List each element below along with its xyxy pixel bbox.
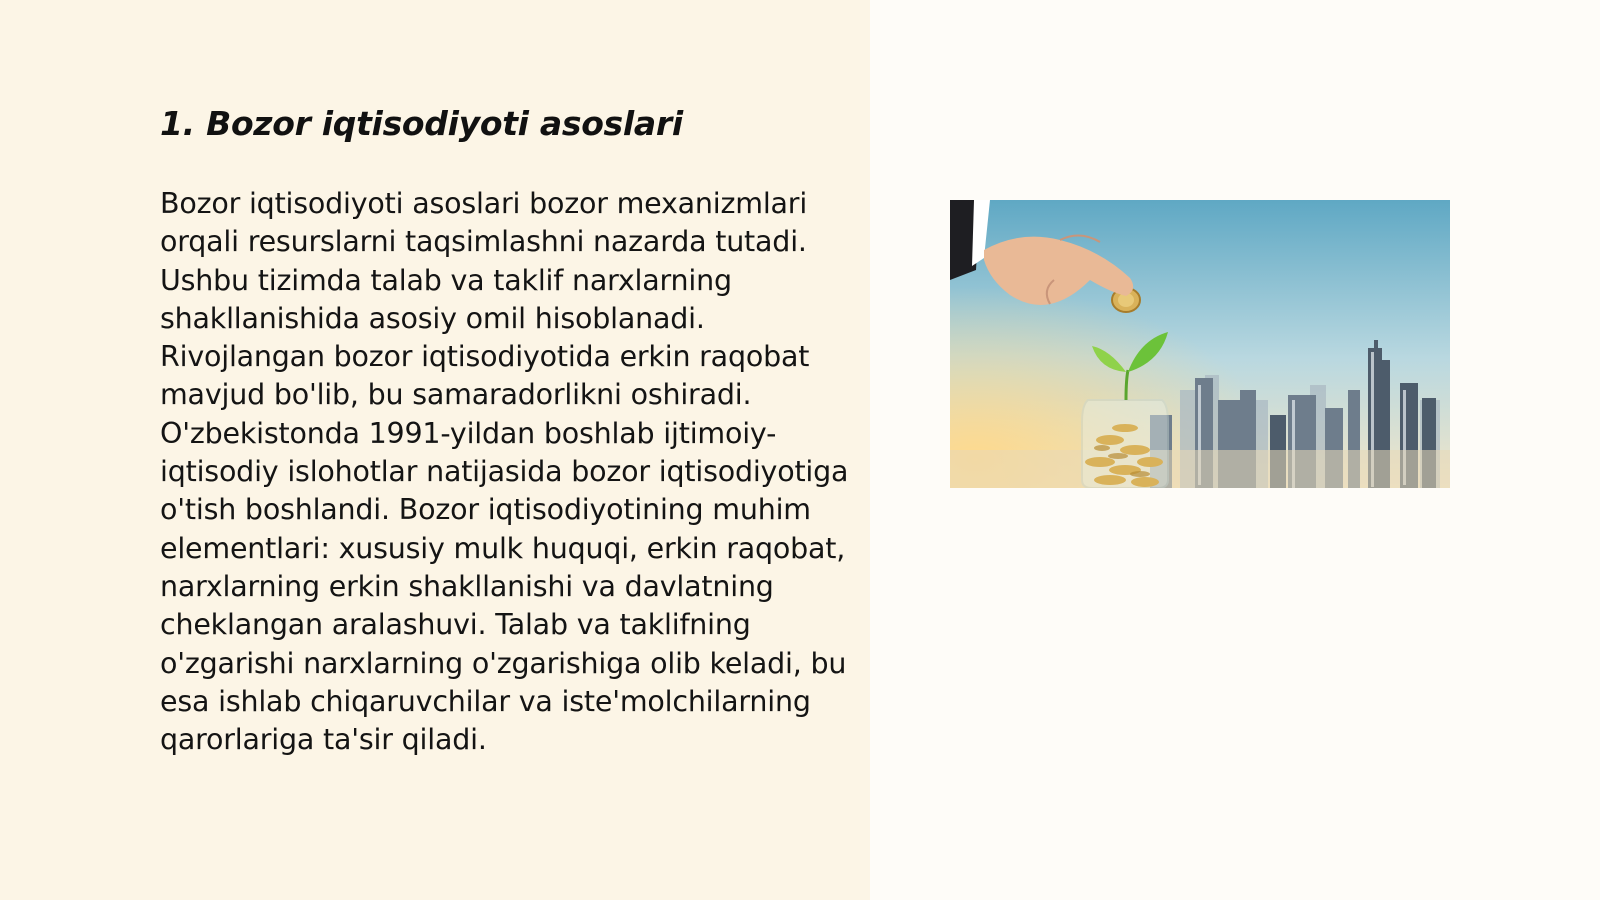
coins-jar-city-photo [950,200,1450,488]
slide-body-text: Bozor iqtisodiyoti asoslari bozor mexanizmlari orqali resurslarni taqsimlashni nazarda tutadi. Ushbu tizimda talab va taklif narxlarning shakllanishida asosiy omil hisoblanadi. Rivojlangan bozor iqtisodiyotida erkin raqobat mavjud bo'lib, bu samaradorlikni oshiradi. O'zbekistonda 1991-yildan boshlab ijtimoiy-iqtisodiy islohotlar natijasida bozor iqtisodiyotiga o'tish boshlandi. Bozor iqtisodiyotining muhim elementlari: xususiy mulk huquqi, erkin raqobat, narxlarning erkin shakllanishi va davlatning cheklangan aralashuvi. Talab va taklifning o'zgarishi narxlarning o'zgarishiga olib keladi, bu esa ishlab chiqaruvchilar va iste'molchilarning qarorlariga ta'sir qiladi. [160,187,849,757]
slide-title: 1. Bozor iqtisodiyoti asoslari [160,104,683,143]
